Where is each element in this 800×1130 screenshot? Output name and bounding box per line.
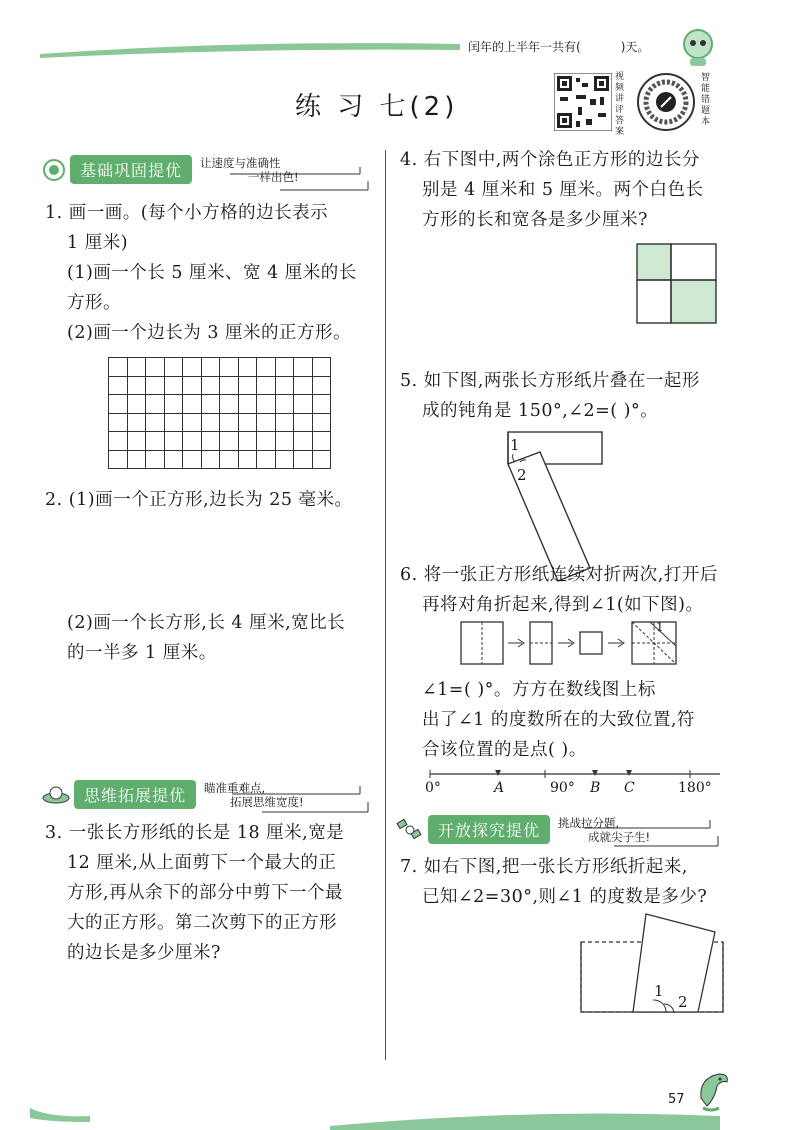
- grid-cell[interactable]: [109, 376, 128, 395]
- grid-cell[interactable]: [164, 413, 183, 432]
- question-2: 2. (1)画一个正方形,边长为 25 毫米。: [45, 490, 353, 510]
- grid-row: [109, 358, 331, 377]
- grid-row: [109, 432, 331, 451]
- numline-point-c: C: [624, 780, 635, 796]
- numline-point-b: B: [590, 780, 601, 796]
- section-note-underline: [232, 786, 372, 814]
- grid-row: [109, 395, 331, 414]
- section-label-basic: 基础巩固提优: [70, 155, 192, 184]
- section-note-underline: [584, 820, 724, 848]
- grid-cell[interactable]: [294, 395, 313, 414]
- question-number: 3.: [45, 823, 63, 843]
- grid-cell[interactable]: [146, 376, 165, 395]
- grid-cell[interactable]: [183, 450, 202, 469]
- grid-cell[interactable]: [127, 413, 146, 432]
- drawing-grid[interactable]: [108, 357, 331, 469]
- grid-cell[interactable]: [183, 376, 202, 395]
- q4-square-figure: [636, 243, 718, 325]
- grid-cell[interactable]: [201, 432, 220, 451]
- grid-cell[interactable]: [127, 450, 146, 469]
- grid-cell[interactable]: [275, 395, 294, 414]
- question-number: 7.: [400, 857, 418, 877]
- grid-cell[interactable]: [238, 450, 257, 469]
- grid-row: [109, 413, 331, 432]
- q6-folding-sequence-figure: [460, 620, 724, 668]
- grid-cell[interactable]: [183, 395, 202, 414]
- grid-cell[interactable]: [201, 450, 220, 469]
- grid-cell[interactable]: [257, 376, 276, 395]
- grid-row: [109, 450, 331, 469]
- numline-tick-0: 0°: [425, 780, 441, 796]
- question-3: 3. 一张长方形纸的长是 18 厘米,宽是 12 厘米,从上面剪下一个最大的正 方形,再从余下的部分中剪下一个最 大的正方形。第二次剪下的正方形 的边长是多少厘米?: [45, 823, 345, 963]
- grid-cell[interactable]: [238, 413, 257, 432]
- q5-angle-1-label: 1: [510, 436, 520, 454]
- grid-cell[interactable]: [146, 358, 165, 377]
- numline-tick-180: 180°: [678, 780, 712, 796]
- page-title: 练 习 七(2): [295, 92, 459, 122]
- grid-cell[interactable]: [220, 450, 239, 469]
- grid-cell[interactable]: [312, 413, 331, 432]
- grid-cell[interactable]: [183, 358, 202, 377]
- grid-cell[interactable]: [312, 432, 331, 451]
- numline-point-a: A: [494, 780, 505, 796]
- page-number: 57: [668, 1092, 685, 1107]
- section-note-open: 挑战拉分题, 成就尖子生!: [558, 815, 651, 844]
- grid-cell[interactable]: [257, 450, 276, 469]
- grid-cell[interactable]: [201, 413, 220, 432]
- q5-angle-2-label: 2: [517, 466, 527, 484]
- q6-angle-1-label: 1: [656, 620, 664, 634]
- question-number: 4.: [400, 150, 418, 170]
- grid-cell[interactable]: [127, 358, 146, 377]
- grid-cell[interactable]: [275, 432, 294, 451]
- grid-cell[interactable]: [238, 358, 257, 377]
- grid-cell[interactable]: [294, 432, 313, 451]
- grid-cell[interactable]: [312, 395, 331, 414]
- grid-cell[interactable]: [109, 413, 128, 432]
- grid-cell[interactable]: [220, 413, 239, 432]
- robot-mascot-icon: [676, 24, 720, 68]
- grid-cell[interactable]: [109, 358, 128, 377]
- grid-cell[interactable]: [164, 376, 183, 395]
- grid-cell[interactable]: [294, 358, 313, 377]
- question-6: 6. 将一张正方形纸连续对折两次,打开后 再将对角折起来,得到∠1(如下图)。: [400, 565, 718, 615]
- q7-angle-2-label: 2: [678, 993, 688, 1011]
- numline-tick-90: 90°: [550, 780, 575, 796]
- qr-code-video-icon[interactable]: [554, 73, 612, 131]
- grid-cell[interactable]: [238, 376, 257, 395]
- smart-qr-icon[interactable]: [636, 72, 696, 132]
- grid-cell[interactable]: [275, 376, 294, 395]
- grid-row: [109, 376, 331, 395]
- grid-cell[interactable]: [146, 413, 165, 432]
- grid-cell[interactable]: [275, 358, 294, 377]
- grid-cell[interactable]: [220, 432, 239, 451]
- section-note-basic: 让速度与准确性 一样出色!: [200, 155, 299, 184]
- grid-cell[interactable]: [127, 395, 146, 414]
- grid-cell[interactable]: [257, 395, 276, 414]
- grid-cell[interactable]: [257, 413, 276, 432]
- header-note: 闰年的上半年一共有( )天。: [468, 40, 650, 54]
- grid-cell[interactable]: [164, 395, 183, 414]
- grid-cell[interactable]: [294, 413, 313, 432]
- question-1: 1. 画一画。(每个小方格的边长表示 1 厘米) (1)画一个长 5 厘米、宽 4 厘米的长 方形。 (2)画一个边长为 3 厘米的正方形。: [45, 203, 357, 343]
- grid-cell[interactable]: [109, 432, 128, 451]
- dolphin-mascot-icon: [693, 1068, 733, 1116]
- grid-cell[interactable]: [312, 358, 331, 377]
- grid-cell[interactable]: [220, 376, 239, 395]
- target-icon: [42, 158, 66, 182]
- question-number: 1.: [45, 203, 63, 223]
- grid-cell[interactable]: [164, 450, 183, 469]
- grid-cell[interactable]: [201, 358, 220, 377]
- q6-number-line: [425, 768, 725, 780]
- question-number: 2.: [45, 490, 63, 510]
- grid-cell[interactable]: [220, 358, 239, 377]
- question-2-part-2: (2)画一个长方形,长 4 厘米,宽比长 的一半多 1 厘米。: [67, 613, 346, 663]
- footer-band: [30, 1098, 720, 1130]
- grid-cell[interactable]: [109, 450, 128, 469]
- question-6-continued: ∠1=( )°。方方在数线图上标 出了∠1 的度数所在的大致位置,符 合该位置的是点( )。: [422, 680, 695, 760]
- grid-cell[interactable]: [238, 432, 257, 451]
- grid-cell[interactable]: [294, 450, 313, 469]
- grid-cell[interactable]: [127, 376, 146, 395]
- grid-cell[interactable]: [312, 450, 331, 469]
- grid-cell[interactable]: [312, 376, 331, 395]
- q7-angle-1-label: 1: [654, 982, 664, 1000]
- grid-cell[interactable]: [220, 395, 239, 414]
- question-7: 7. 如右下图,把一张长方形纸折起来, 已知∠2=30°,则∠1 的度数是多少?: [400, 857, 708, 907]
- grid-cell[interactable]: [146, 432, 165, 451]
- grid-cell[interactable]: [201, 395, 220, 414]
- grid-cell[interactable]: [146, 450, 165, 469]
- grid-cell[interactable]: [257, 432, 276, 451]
- grid-cell[interactable]: [238, 395, 257, 414]
- grid-cell[interactable]: [183, 413, 202, 432]
- section-note-thinking: 瞄准重难点, 拓展思维宽度!: [204, 780, 304, 809]
- section-label-open: 开放探究提优: [428, 815, 550, 844]
- qr-label-video: 视频讲评答案: [615, 72, 625, 137]
- grid-cell[interactable]: [275, 413, 294, 432]
- ufo-icon: [42, 784, 70, 806]
- grid-cell[interactable]: [127, 432, 146, 451]
- grid-cell[interactable]: [164, 358, 183, 377]
- qr-label-smart: 智能错题本: [701, 73, 711, 127]
- satellite-icon: [396, 817, 424, 843]
- grid-cell[interactable]: [257, 358, 276, 377]
- section-note-underline: [230, 167, 370, 192]
- question-number: 5.: [400, 371, 418, 391]
- grid-cell[interactable]: [164, 432, 183, 451]
- grid-cell[interactable]: [183, 432, 202, 451]
- section-label-thinking: 思维拓展提优: [74, 780, 196, 809]
- grid-cell[interactable]: [275, 450, 294, 469]
- question-number: 6.: [400, 565, 418, 585]
- grid-cell[interactable]: [146, 395, 165, 414]
- grid-cell[interactable]: [294, 376, 313, 395]
- header-band: [40, 40, 460, 58]
- grid-cell[interactable]: [109, 395, 128, 414]
- q7-folded-rectangle-figure: [578, 912, 728, 1014]
- question-4: 4. 右下图中,两个涂色正方形的边长分 别是 4 厘米和 5 厘米。两个白色长 方形的长和宽各是多少厘米?: [400, 150, 704, 230]
- question-5: 5. 如下图,两张长方形纸片叠在一起形 成的钝角是 150°,∠2=( )°。: [400, 371, 700, 421]
- column-divider: [385, 150, 386, 1060]
- grid-cell[interactable]: [201, 376, 220, 395]
